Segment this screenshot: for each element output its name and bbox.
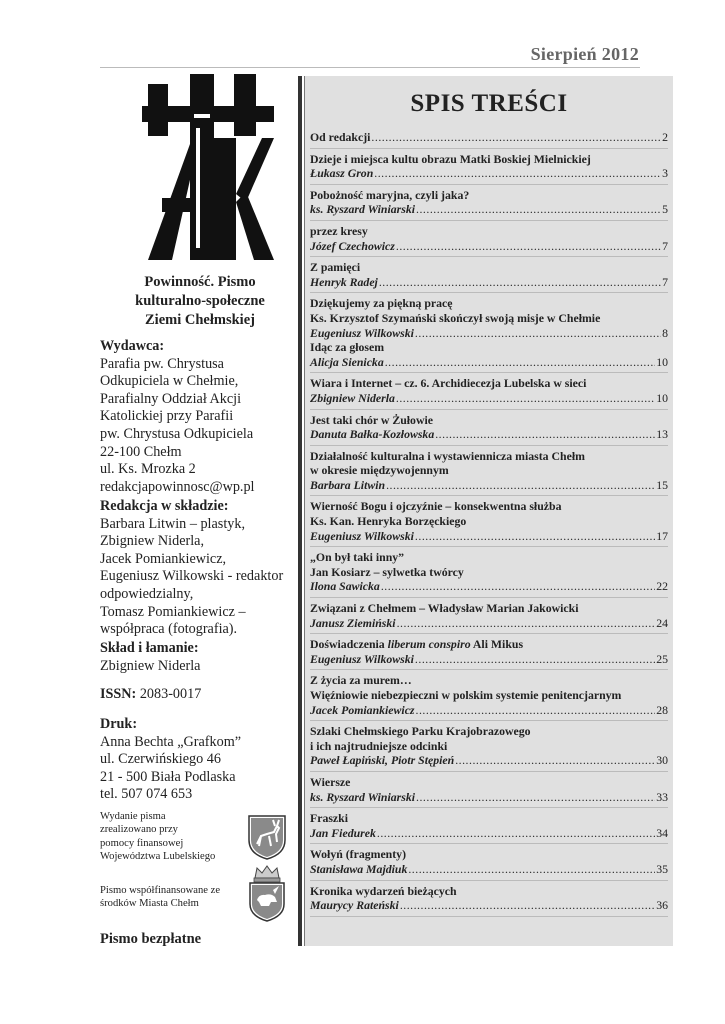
toc-entry[interactable] — [310, 376, 668, 405]
toc-entry-page-number: 30 — [656, 753, 668, 768]
toc-entry-author-row — [310, 529, 668, 544]
toc-leader-dots — [408, 862, 655, 877]
toc-entry-page-number: 3 — [662, 166, 668, 181]
toc-separator — [310, 807, 668, 808]
toc-entry-title-part: liberum conspiro — [387, 637, 471, 652]
toc-entry[interactable] — [310, 673, 668, 717]
toc-leader-dots — [415, 326, 661, 341]
toc-entry[interactable] — [310, 499, 668, 543]
toc-separator — [310, 669, 668, 670]
editorial-line: odpowiedzialny, — [100, 585, 194, 602]
toc-entry-title: Kronika wydarzeń bieżących — [310, 883, 457, 898]
toc-entry-page-number: 35 — [656, 861, 668, 876]
toc-entry-author-row — [310, 478, 668, 493]
toc-entry[interactable] — [310, 775, 668, 804]
toc-entry-title: Jan Kosiarz – sylwetka twórcy — [310, 564, 464, 579]
toc-entry-author-row — [310, 862, 668, 877]
toc-entry-author-row — [310, 326, 668, 341]
toc-entry-title: przez kresy — [310, 223, 368, 238]
funding-line: Pismo współfinansowane ze — [100, 885, 221, 896]
issn-block — [100, 686, 305, 704]
toc-entry[interactable] — [310, 811, 668, 840]
toc-entry-author: Jacek Pomiankiewicz — [310, 702, 415, 717]
toc-entry-author-row — [310, 166, 668, 181]
toc-entry[interactable] — [310, 637, 668, 666]
toc-entry-title: Pobożność maryjna, czyli jaka? — [310, 187, 470, 202]
column-divider — [298, 76, 302, 946]
toc-separator — [310, 597, 668, 598]
toc-entry-page-number: 13 — [656, 427, 668, 442]
magazine-title-line: kulturalno-społeczne — [135, 293, 265, 309]
toc-leader-dots — [386, 478, 655, 493]
toc-entry-author-row — [310, 652, 668, 667]
funding-note-voivodeship — [100, 810, 245, 864]
publisher-block — [100, 338, 305, 496]
print-line: tel. 507 074 653 — [100, 786, 193, 803]
toc-entry-page-number: 36 — [656, 898, 668, 913]
toc-entry-author: ks. Ryszard Winiarski — [310, 789, 416, 804]
issn-label: ISSN: — [100, 686, 137, 702]
toc-separator — [310, 880, 668, 881]
publisher-email[interactable]: redakcjapowinnosc@wp.pl — [100, 478, 255, 495]
toc-entry-author-row — [310, 898, 668, 913]
toc-entry-author: Maurycy Rateński — [310, 898, 399, 913]
lublin-voivodeship-crest-icon — [247, 814, 287, 865]
editorial-line: Tomasz Pomiankiewicz – — [100, 603, 246, 620]
header-rule — [100, 67, 640, 68]
toc-entry-title: Jest taki chór w Żułowie — [310, 412, 433, 427]
toc-entry-title: Dzieje i miejsca kultu obrazu Matki Boskiej Mielnickiej — [310, 151, 591, 166]
toc-list — [310, 130, 668, 920]
funding-line: pomocy finansowej — [100, 837, 184, 849]
magazine-title-line: Ziemi Chełmskiej — [145, 312, 255, 328]
toc-entry[interactable] — [310, 847, 668, 876]
toc-leader-dots — [374, 166, 661, 181]
toc-title: SPIS TREŚCI — [410, 90, 568, 117]
toc-entry-title: Dziękujemy za piękną pracę — [310, 296, 453, 311]
toc-separator — [310, 546, 668, 547]
print-line: Anna Bechta „Grafkom” — [100, 733, 242, 750]
toc-separator — [310, 445, 668, 446]
toc-leader-dots — [416, 790, 655, 805]
funding-line: zrealizowano przy — [100, 824, 178, 836]
print-block — [100, 716, 305, 804]
toc-entry-title: Idąc za głosem — [310, 340, 385, 355]
toc-separator — [310, 256, 668, 257]
toc-entry-author-row — [310, 826, 668, 841]
toc-entry[interactable] — [310, 188, 668, 217]
toc-entry-page-number: 2 — [662, 130, 668, 144]
toc-entry-author-row — [310, 275, 668, 290]
toc-entry-author-row — [310, 355, 668, 370]
toc-entry-author: Barbara Litwin — [310, 477, 386, 492]
funding-note-city — [100, 884, 245, 911]
toc-entry-author-row — [310, 202, 668, 217]
toc-separator — [310, 843, 668, 844]
publisher-heading: Wydawca: — [100, 338, 165, 354]
toc-entry-title: Działalność kulturalna i wystawiennicza miasta Chełm — [310, 448, 585, 463]
toc-entry[interactable] — [310, 550, 668, 594]
toc-separator — [310, 916, 668, 917]
table-of-contents — [305, 76, 673, 946]
toc-entry-page-number: 17 — [656, 528, 668, 543]
toc-entry-title: w okresie międzywojennym — [310, 463, 449, 478]
toc-entry-page-number: 34 — [656, 825, 668, 840]
toc-entry-author-row — [310, 579, 668, 594]
editorial-line: Jacek Pomiankiewicz, — [100, 550, 227, 567]
toc-leader-dots — [400, 898, 655, 913]
toc-entry[interactable] — [310, 413, 668, 442]
toc-entry-author: Jan Fiedurek — [310, 825, 376, 840]
toc-entry-title: Fraszki — [310, 811, 349, 826]
toc-entry-author: Henryk Radej — [310, 274, 378, 289]
toc-entry-author-row — [310, 790, 668, 805]
toc-entry-author-row — [310, 753, 668, 768]
typesetting-heading: Skład i łamanie: — [100, 640, 199, 656]
toc-leader-dots — [397, 616, 656, 631]
toc-leader-dots — [416, 703, 656, 718]
toc-entry-page-number: 7 — [662, 274, 668, 289]
toc-entry-page-number: 7 — [662, 238, 668, 253]
toc-entry-page-number: 10 — [656, 390, 668, 405]
publisher-line: Parafia pw. Chrystusa — [100, 355, 224, 372]
toc-separator — [310, 148, 668, 149]
toc-entry[interactable] — [310, 224, 668, 253]
toc-entry-title: Wierność Bogu i ojczyźnie – konsekwentna służba — [310, 499, 562, 514]
toc-entry-title: i ich najtrudniejsze odcinki — [310, 738, 448, 753]
toc-entry-title: Szlaki Chełmskiego Parku Krajobrazowego — [310, 724, 531, 739]
toc-entry-title-part: Ali Mikus — [470, 637, 524, 652]
toc-entry-title — [310, 637, 668, 652]
magazine-title — [100, 273, 300, 330]
toc-entry-page-number: 28 — [656, 702, 668, 717]
toc-entry[interactable] — [310, 884, 668, 913]
toc-entry-author: Eugeniusz Wilkowski — [310, 325, 414, 340]
print-heading: Druk: — [100, 716, 138, 732]
toc-entry-author: ks. Ryszard Winiarski — [310, 202, 416, 217]
toc-entry-title-part: Doświadczenia — [310, 637, 388, 652]
toc-entry-author-row — [310, 239, 668, 254]
chelm-city-crest-icon — [247, 864, 287, 927]
issn-value: 2083-0017 — [136, 686, 202, 702]
toc-entry-page-number: 25 — [656, 651, 668, 666]
editorial-line: Eugeniusz Wilkowski - redaktor — [100, 568, 284, 585]
print-line: 21 - 500 Biała Podlaska — [100, 768, 236, 785]
toc-entry-title: Z życia za murem… — [310, 673, 412, 688]
editorial-heading: Redakcja w składzie: — [100, 498, 229, 514]
toc-entry-author: Łukasz Gron — [310, 166, 374, 181]
publisher-line: Katolickiej przy Parafii — [100, 408, 234, 425]
publisher-line: Parafialny Oddział Akcji — [100, 390, 242, 407]
toc-leader-dots — [396, 391, 655, 406]
toc-entry-author: Eugeniusz Wilkowski — [310, 651, 414, 666]
publisher-line: ul. Ks. Mrozka 2 — [100, 461, 196, 478]
toc-entry-author: Paweł Łapiński, Piotr Stępień — [310, 753, 455, 768]
editorial-block — [100, 498, 305, 639]
toc-separator — [310, 184, 668, 185]
toc-separator — [310, 771, 668, 772]
publisher-line: pw. Chrystusa Odkupiciela — [100, 425, 254, 442]
toc-separator — [310, 409, 668, 410]
toc-entry[interactable] — [310, 449, 668, 493]
toc-leader-dots — [385, 355, 655, 370]
toc-entry-author: Ilona Sawicka — [310, 579, 380, 594]
toc-leader-dots — [415, 652, 655, 667]
typesetting-value: Zbigniew Niderla — [100, 657, 201, 674]
toc-entry-title: Z pamięci — [310, 260, 361, 275]
toc-entry-title: Ks. Kan. Henryka Borzęckiego — [310, 514, 467, 529]
toc-entry-title: Więźniowie niebezpieczni w polskim systemie penitencjarnym — [310, 688, 622, 702]
toc-entry-author-row — [310, 427, 668, 442]
toc-leader-dots — [435, 427, 655, 442]
toc-entry[interactable] — [310, 724, 668, 768]
toc-entry-page-number: 15 — [656, 477, 668, 492]
toc-entry-author: Zbigniew Niderla — [310, 390, 395, 405]
toc-entry-author: Eugeniusz Wilkowski — [310, 528, 414, 543]
funding-line: środków Miasta Chełm — [100, 898, 199, 910]
toc-entry-title: „On był taki inny” — [310, 550, 405, 565]
toc-entry[interactable] — [310, 340, 668, 369]
funding-line: Województwa Lubelskiego — [100, 851, 216, 863]
issue-date: Sierpień 2012 — [530, 44, 639, 64]
toc-separator — [310, 372, 668, 373]
toc-entry[interactable] — [310, 296, 668, 340]
funding-line: Wydanie pisma — [100, 811, 166, 822]
magazine-title-line: Powinność. Pismo — [144, 274, 256, 290]
toc-entry-author-row — [310, 391, 668, 406]
toc-entry-author-row — [310, 616, 668, 631]
toc-entry-page-number: 5 — [662, 202, 668, 217]
toc-leader-dots — [381, 579, 655, 594]
toc-entry-page-number: 10 — [656, 354, 668, 369]
toc-entry-title: Od redakcji — [310, 130, 371, 144]
toc-entry[interactable] — [310, 130, 668, 145]
toc-leader-dots — [415, 529, 655, 544]
toc-entry-author: Stanisława Majdiuk — [310, 861, 408, 876]
toc-leader-dots — [455, 753, 655, 768]
toc-entry-title: Wołyń (fragmenty) — [310, 847, 406, 862]
toc-entry-author: Józef Czechowicz — [310, 238, 395, 253]
toc-entry-title: Wiara i Internet – cz. 6. Archidiecezja Lubelska w sieci — [310, 376, 587, 391]
publisher-line: Odkupiciela w Chełmie, — [100, 373, 239, 390]
toc-entry-page-number: 33 — [656, 789, 668, 804]
toc-leader-dots — [416, 202, 661, 217]
toc-leader-dots — [379, 275, 661, 290]
toc-separator — [310, 495, 668, 496]
toc-entry-title: Wiersze — [310, 774, 351, 789]
editorial-line: współpraca (fotografia). — [100, 621, 238, 638]
toc-entry-author: Janusz Ziemiński — [310, 615, 396, 630]
typesetting-block — [100, 640, 305, 675]
toc-separator — [310, 292, 668, 293]
toc-entry-author: Alicja Sienicka — [310, 354, 384, 369]
toc-entry-page-number: 8 — [662, 325, 668, 340]
toc-separator — [310, 720, 668, 721]
toc-entry-title: Ks. Krzysztof Szymański skończył swoją misje w Chełmie — [310, 310, 601, 325]
toc-leader-dots — [371, 130, 661, 145]
toc-entry-page-number: 22 — [656, 579, 668, 594]
toc-leader-dots — [396, 239, 661, 254]
publisher-line: 22-100 Chełm — [100, 443, 182, 460]
free-magazine-label: Pismo bezpłatne — [100, 931, 202, 947]
toc-entry-title: Związani z Chełmem – Władysław Marian Jakowicki — [310, 601, 579, 616]
print-line: ul. Czerwińskiego 46 — [100, 751, 221, 768]
toc-entry-author-row — [310, 130, 668, 145]
toc-entry-author-row — [310, 703, 668, 718]
toc-entry-page-number: 24 — [656, 615, 668, 630]
cross-ak-logo-icon — [142, 74, 274, 260]
toc-separator — [310, 220, 668, 221]
toc-leader-dots — [377, 826, 655, 841]
toc-separator — [310, 633, 668, 634]
editorial-line: Zbigniew Niderla, — [100, 533, 205, 550]
editorial-line: Barbara Litwin – plastyk, — [100, 515, 245, 532]
toc-entry[interactable] — [310, 260, 668, 289]
toc-entry[interactable] — [310, 152, 668, 181]
toc-entry-author: Danuta Bałka-Kozłowska — [310, 427, 435, 442]
toc-entry[interactable] — [310, 601, 668, 630]
